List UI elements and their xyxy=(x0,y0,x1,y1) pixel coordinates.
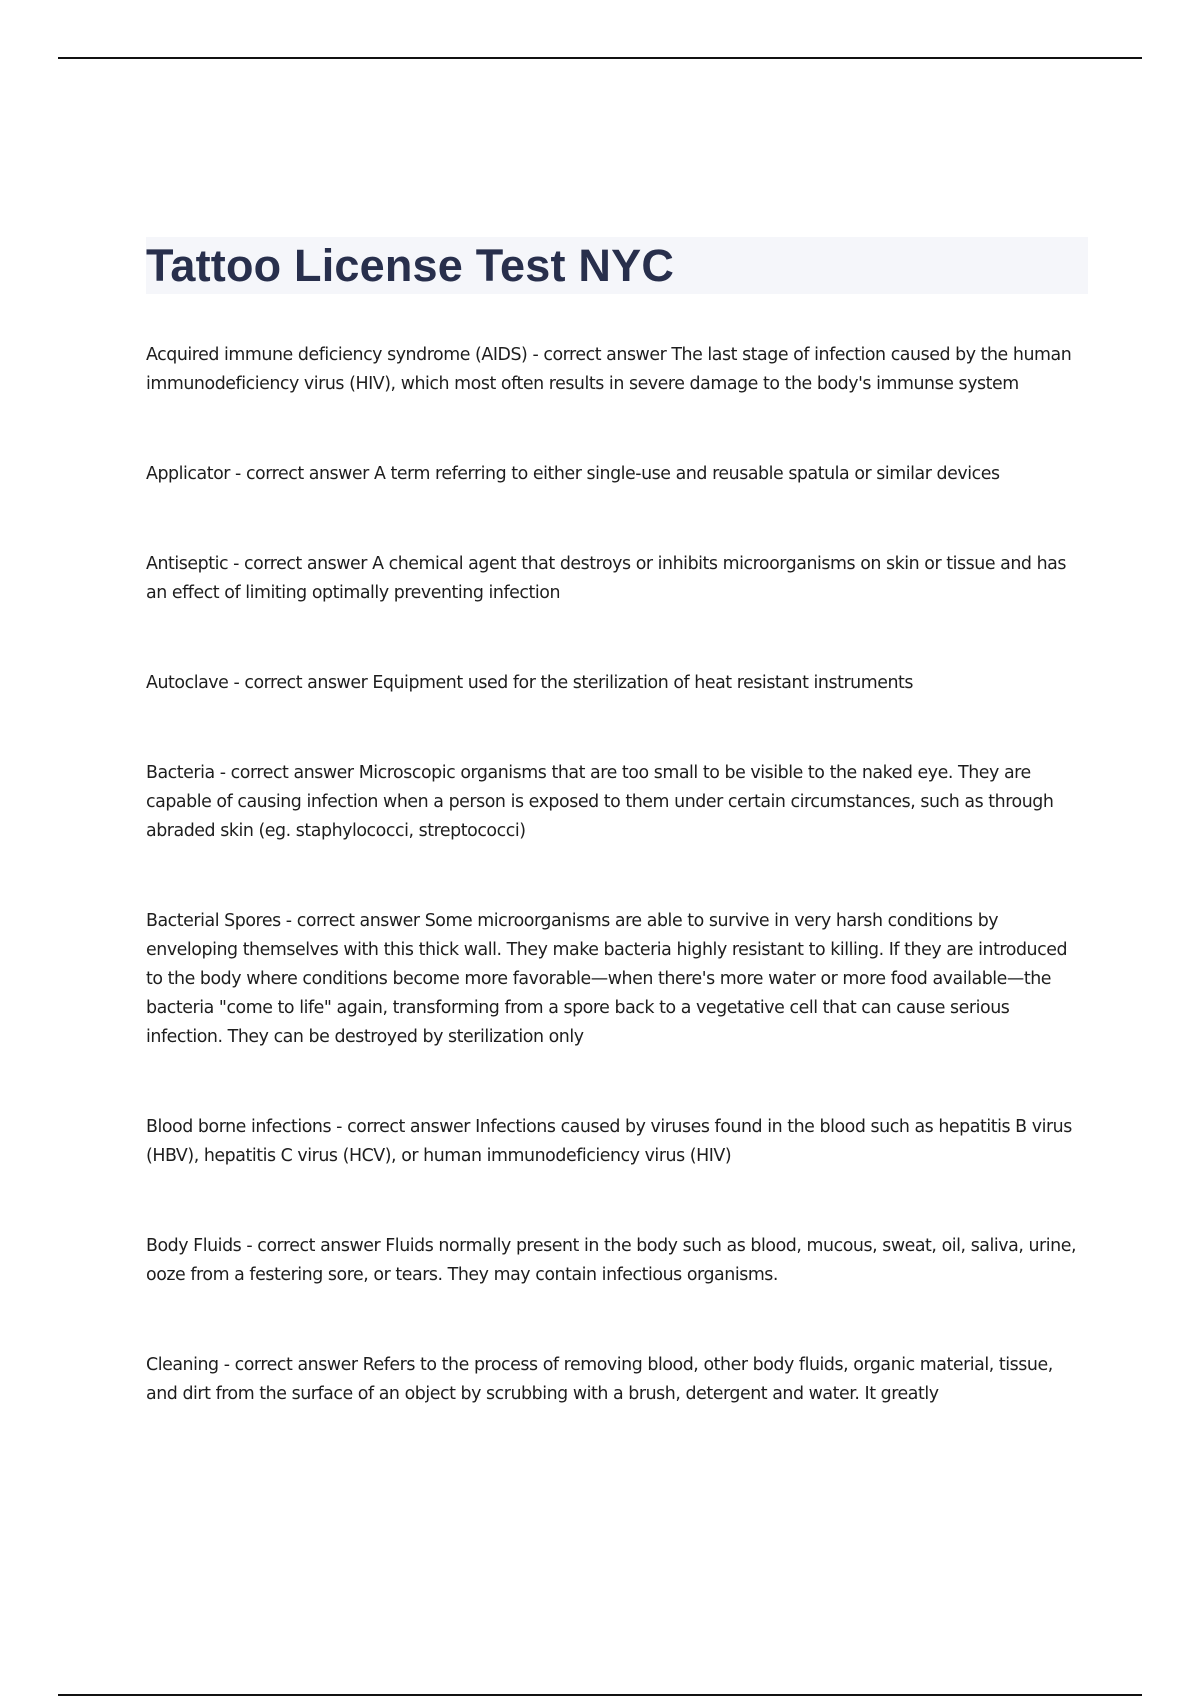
bottom-rule xyxy=(58,1694,1142,1696)
entry-applicator: Applicator - correct answer A term referring to either single-use and reusable spatula or similar devices xyxy=(146,464,1000,484)
title-band xyxy=(146,237,1088,294)
entry-aids: Acquired immune deficiency syndrome (AIDS) - correct answer The last stage of infection caused by the human immunodeficiency virus (HIV), which most often results in severe damage to the body's immunse system xyxy=(146,345,1072,394)
entry-autoclave: Autoclave - correct answer Equipment used for the sterilization of heat resistant instruments xyxy=(146,673,914,693)
top-rule xyxy=(58,57,1142,59)
entry-list xyxy=(146,341,1088,1409)
page-title: Tattoo License Test NYC xyxy=(146,240,675,291)
entry-antiseptic: Antiseptic - correct answer A chemical agent that destroys or inhibits microorganisms on skin or tissue and has an effect of limiting optimally preventing infection xyxy=(146,554,1066,603)
entry-bacterial-spores: Bacterial Spores - correct answer Some microorganisms are able to survive in very harsh conditions by enveloping themselves with this thick wall. They make bacteria highly resistant to killing. If they are introduced to the body where conditions become more favorable—when there's more water or more food available—the bacteria "come to life" again, transforming from a spore back to a vegetative cell that can cause serious infection. They can be destroyed by sterilization only xyxy=(146,911,1068,1047)
entry-bacteria: Bacteria - correct answer Microscopic organisms that are too small to be visible to the naked eye. They are capable of causing infection when a person is exposed to them under certain circumstances, such as through abraded skin (eg. staphylococci, streptococci) xyxy=(146,763,1054,841)
entry-blood-borne-infections: Blood borne infections - correct answer Infections caused by viruses found in the blood such as hepatitis B virus (HBV), hepatitis C virus (HCV), or human immunodeficiency virus (HIV) xyxy=(146,1117,1072,1166)
entry-body-fluids: Body Fluids - correct answer Fluids normally present in the body such as blood, mucous, sweat, oil, saliva, urine, ooze from a festering sore, or tears. They may contain infectious organisms. xyxy=(146,1236,1077,1285)
entry-cleaning: Cleaning - correct answer Refers to the process of removing blood, other body fluids, organic material, tissue, and dirt from the surface of an object by scrubbing with a brush, detergent and water. It greatly xyxy=(146,1355,1053,1404)
page-content xyxy=(146,237,1088,1470)
